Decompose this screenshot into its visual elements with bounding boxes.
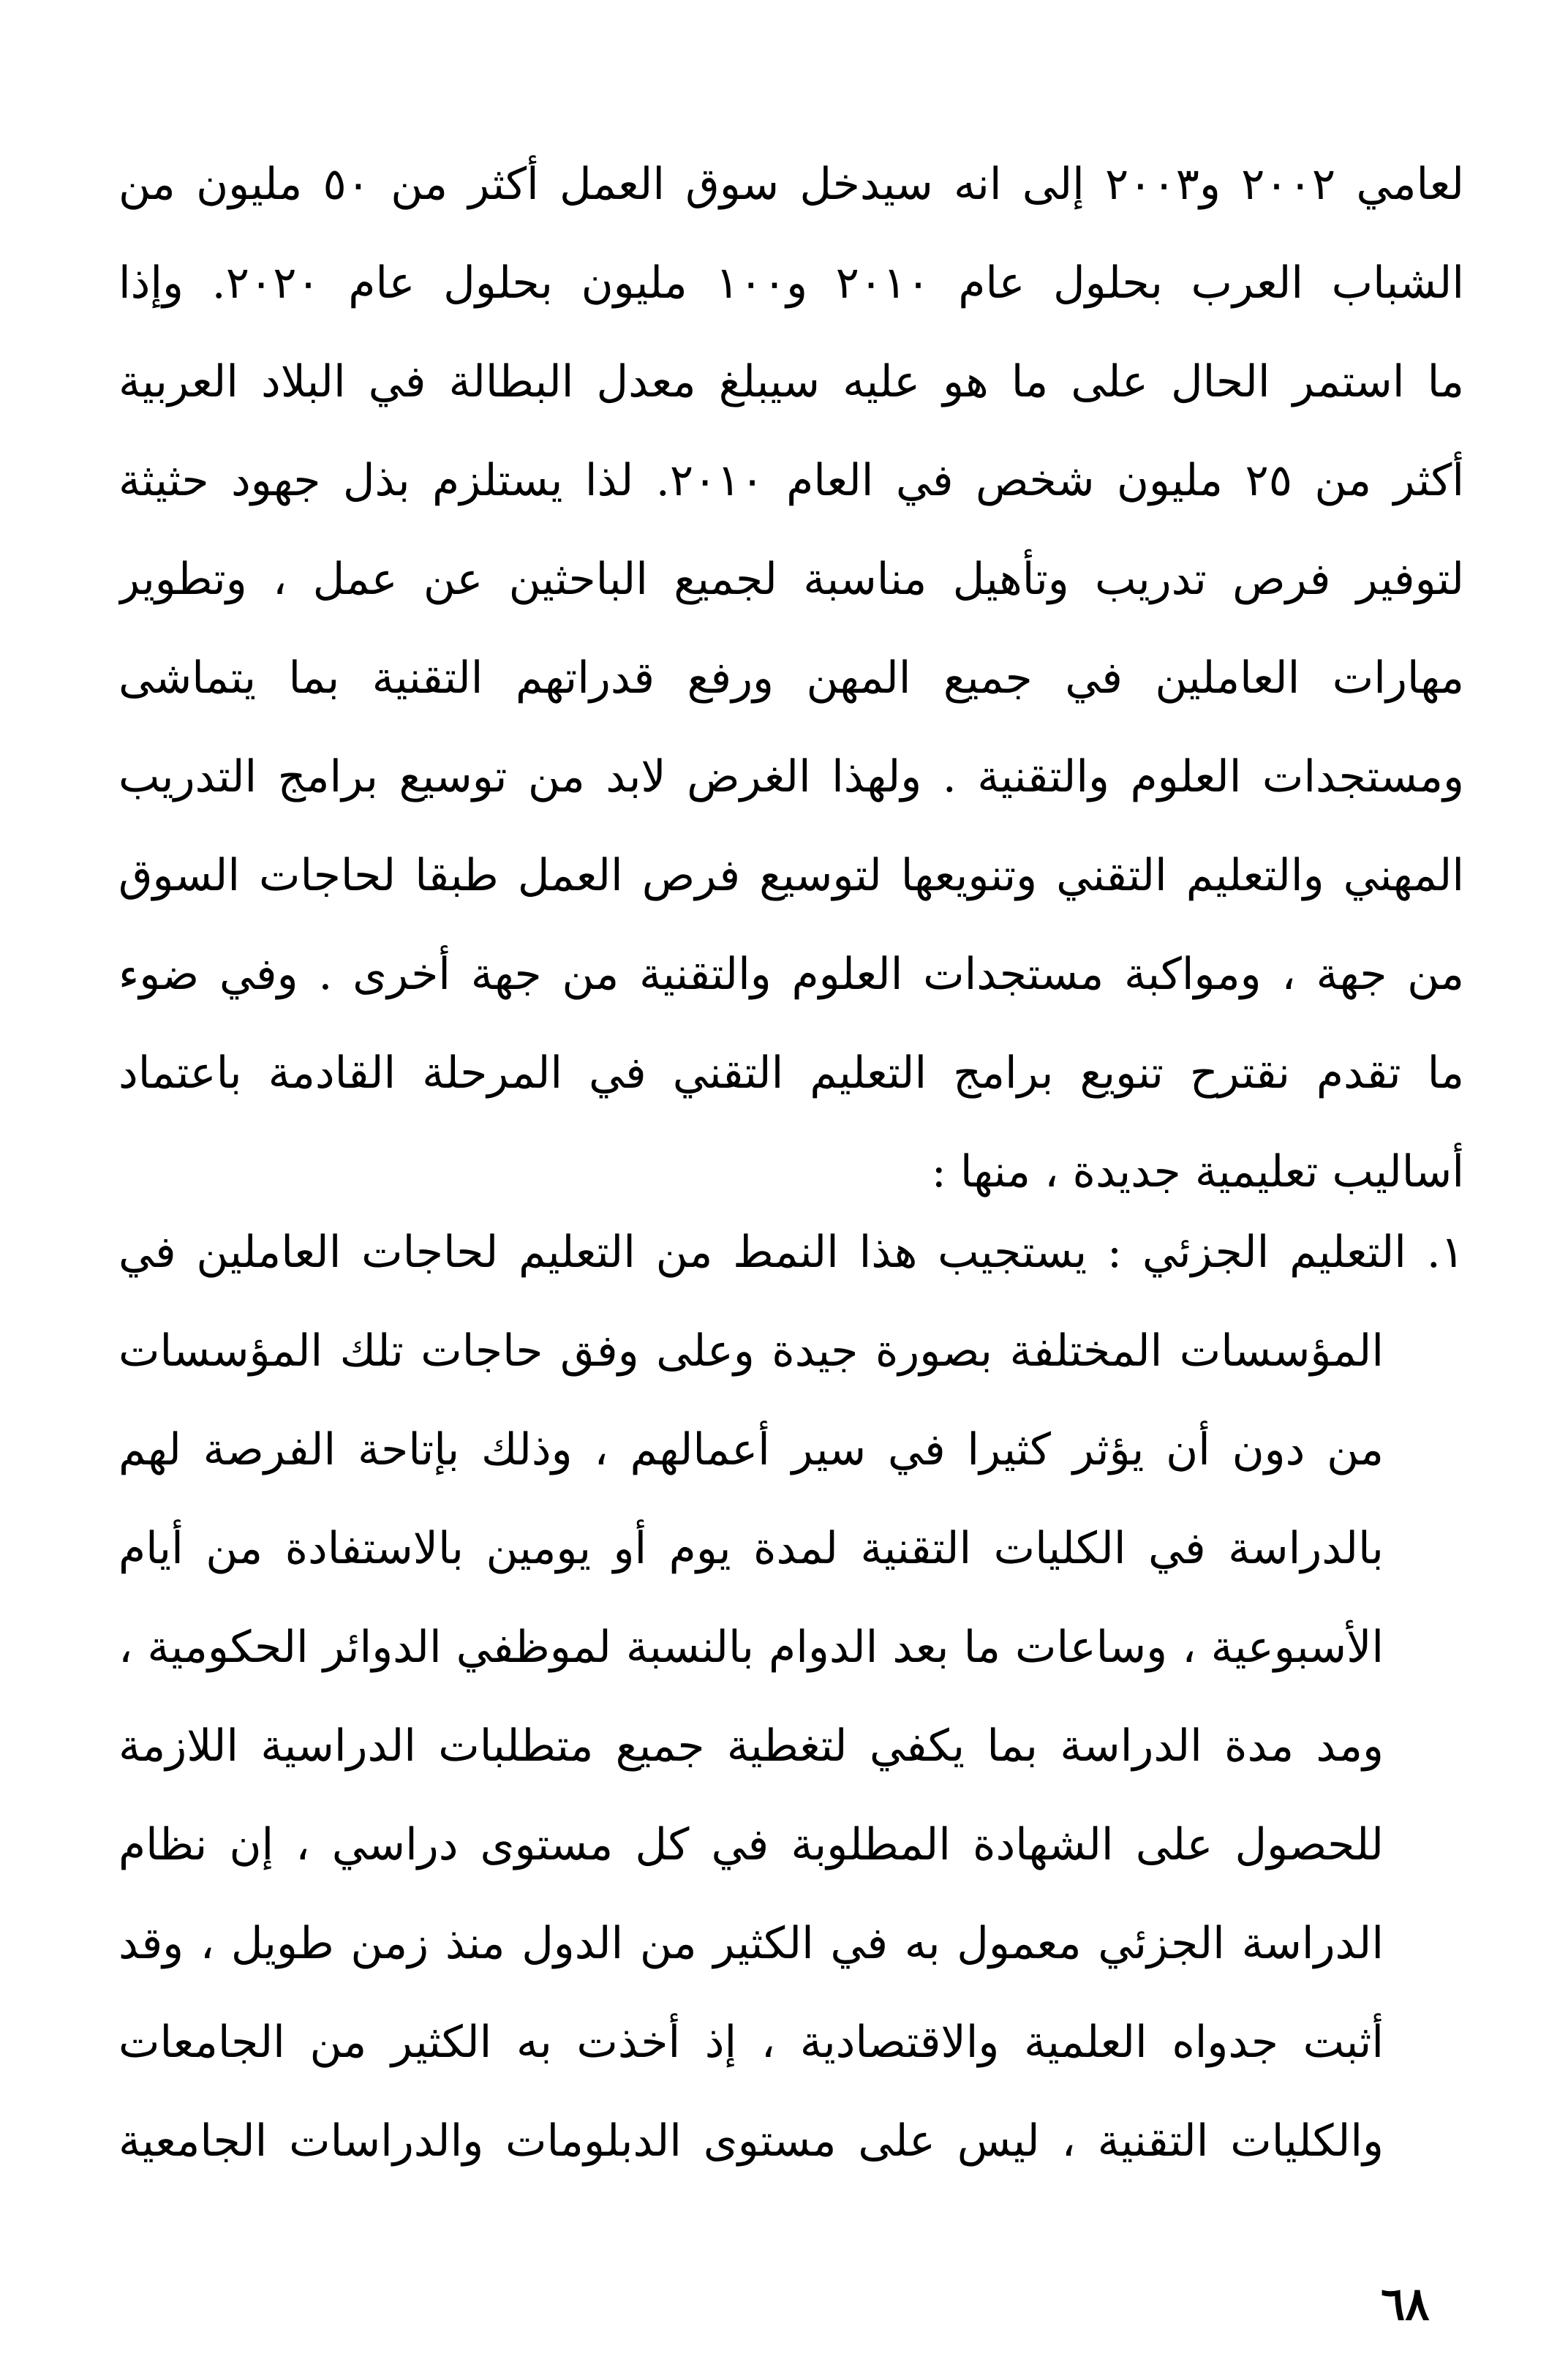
list-item-line: ١. التعليم الجزئي : يستجيب هذا النمط من التعليم لحاجات العاملين في (118, 1227, 1464, 1278)
numbered-list-item (118, 1203, 1464, 2191)
list-item-line: والكليات التقنية ، ليس على مستوى الدبلومات والدراسات الجامعية (118, 2115, 1384, 2167)
list-item-line: بالدراسة في الكليات التقنية لمدة يوم أو يومين بالاستفادة من أيام (118, 1523, 1384, 1574)
paragraph-line: أكثر من ٢٥ مليون شخص في العام ٢٠١٠. لذا يستلزم بذل جهود حثيثة (118, 455, 1464, 506)
paragraph-line: ما تقدم نقترح تنويع برامج التعليم التقني في المرحلة القادمة باعتماد (118, 1047, 1464, 1099)
paragraph-line: أساليب تعليمية جديدة ، منها : (931, 1146, 1464, 1197)
paragraph-line: من جهة ، ومواكبة مستجدات العلوم والتقنية من جهة أخرى . وفي ضوء (118, 949, 1464, 1000)
paragraph-line: المهني والتعليم التقني وتنويعها لتوسيع فرص العمل طبقا لحاجات السوق (118, 850, 1464, 901)
paragraph-line: ومستجدات العلوم والتقنية . ولهذا الغرض لابد من توسيع برامج التدريب (118, 751, 1464, 802)
list-item-line: للحصول على الشهادة المطلوبة في كل مستوى دراسي ، إن نظام (118, 1819, 1384, 1870)
list-item-line: الأسبوعية ، وساعات ما بعد الدوام بالنسبة لموظفي الدوائر الحكومية ، (118, 1622, 1384, 1673)
list-item-line: ومد مدة الدراسة بما يكفي لتغطية جميع متطلبات الدراسية اللازمة (118, 1720, 1384, 1772)
paragraph-line: لعامي ٢٠٠٢ و٢٠٠٣ إلى انه سيدخل سوق العمل أكثر من ٥٠ مليون من (118, 159, 1464, 210)
body-paragraph (118, 135, 1464, 1222)
list-item-line: المؤسسات المختلفة بصورة جيدة وعلى وفق حاجات تلك المؤسسات (118, 1325, 1384, 1377)
paragraph-line: مهارات العاملين في جميع المهن ورفع قدراتهم التقنية بما يتماشى (118, 652, 1464, 704)
list-item-line: الدراسة الجزئي معمول به في الكثير من الدول منذ زمن طويل ، وقد (118, 1918, 1384, 1969)
list-item-line: من دون أن يؤثر كثيرا في سير أعمالهم ، وذلك بإتاحة الفرصة لهم (118, 1424, 1384, 1475)
paragraph-line: الشباب العرب بحلول عام ٢٠١٠ و١٠٠ مليون بحلول عام ٢٠٢٠. وإذا (118, 257, 1464, 309)
page-number: ٦٨ (1381, 2277, 1430, 2330)
list-item-line: أثبت جدواه العلمية والاقتصادية ، إذ أخذت به الكثير من الجامعات (118, 2017, 1384, 2068)
paragraph-line: لتوفير فرص تدريب وتأهيل مناسبة لجميع الباحثين عن عمل ، وتطوير (118, 554, 1464, 605)
paragraph-line: ما استمر الحال على ما هو عليه سيبلغ معدل البطالة في البلاد العربية (118, 356, 1464, 407)
